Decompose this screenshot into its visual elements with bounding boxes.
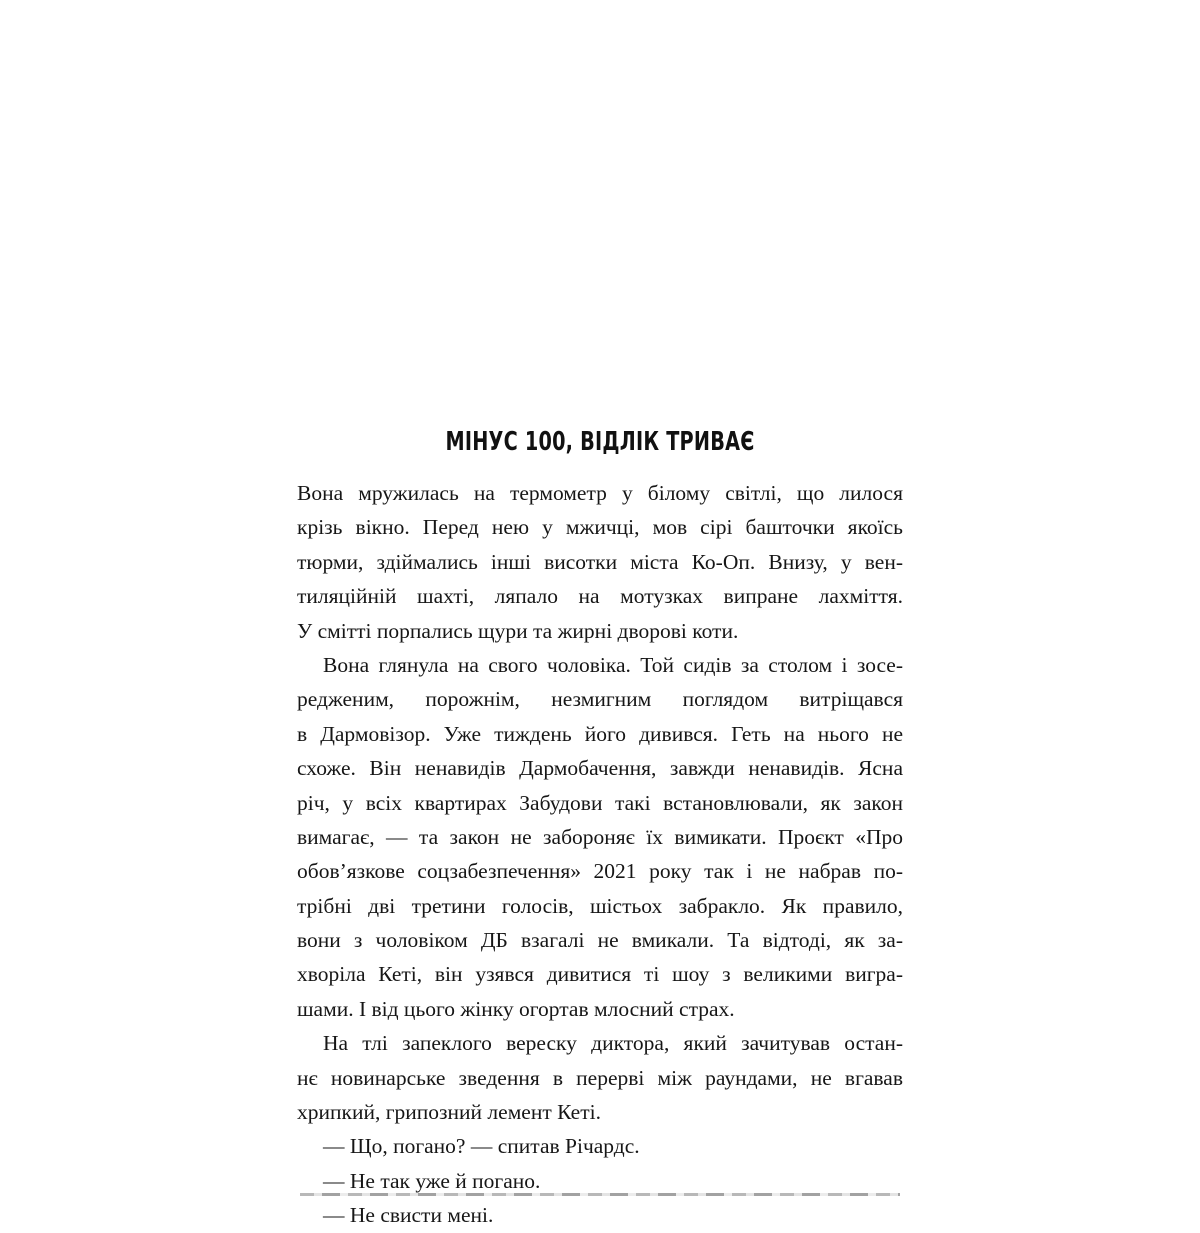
text-line: На тлі запеклого вереску диктора, який зачитував остан- <box>323 1031 903 1056</box>
text-line: річ, у всіх квартирах Забудови такі встановлювали, як закон <box>297 790 903 815</box>
text-line: хрипкий, грипозний лемент Кеті. <box>297 1100 601 1125</box>
chapter-title: МІНУС 100, ВІДЛІК ТРИВАЄ <box>445 427 755 457</box>
text-line: вимагає, — та закон не забороняє їх вимикати. Проєкт «Про <box>297 824 903 849</box>
next-page-edge <box>300 1193 900 1196</box>
text-line: шами. І від цього жінку огортав млосний страх. <box>297 996 735 1021</box>
dialogue-line: — Що, погано? — спитав Річардс. <box>323 1134 640 1159</box>
text-line: в Дармовізор. Уже тиждень його дивився. Геть на нього не <box>297 721 903 746</box>
text-line: нє новинарське зведення в перерві між раундами, не вгавав <box>297 1065 903 1090</box>
text-line: тиляційній шахті, ляпало на мотузках випране лахміття. <box>297 584 903 609</box>
text-line: крізь вікно. Перед нею у мжичці, мов сірі башточки якоїсь <box>297 515 903 540</box>
text-line: трібні дві третини голосів, шістьох забракло. Як правило, <box>297 893 903 918</box>
text-line: Вона мружилась на термометр у білому світлі, що лилося <box>297 481 903 505</box>
text-line: схоже. Він ненавидів Дармобачення, завжди ненавидів. Ясна <box>297 756 903 781</box>
text-line: редженим, порожнім, незмигним поглядом витріщався <box>297 687 903 712</box>
text-line: хворіла Кеті, він узявся дивитися ті шоу з великими вигра- <box>297 962 903 987</box>
text-line: У смітті порпались щури та жирні дворові коти. <box>297 618 739 643</box>
text-line: тюрми, здіймались інші висотки міста Ко-Оп. Внизу, у вен- <box>297 549 903 574</box>
body-text <box>297 476 903 1233</box>
text-line: обов’язкове соцзабезпечення» 2021 року так і не набрав по- <box>297 859 903 884</box>
dialogue-line: — Не так уже й погано. <box>323 1168 541 1193</box>
dialogue-line: — Не свисти мені. <box>323 1203 494 1228</box>
text-line: Вона глянула на свого чоловіка. Той сидів за столом і зосе- <box>323 652 903 677</box>
text-line: вони з чоловіком ДБ взагалі не вмикали. Та відтоді, як за- <box>297 928 903 953</box>
